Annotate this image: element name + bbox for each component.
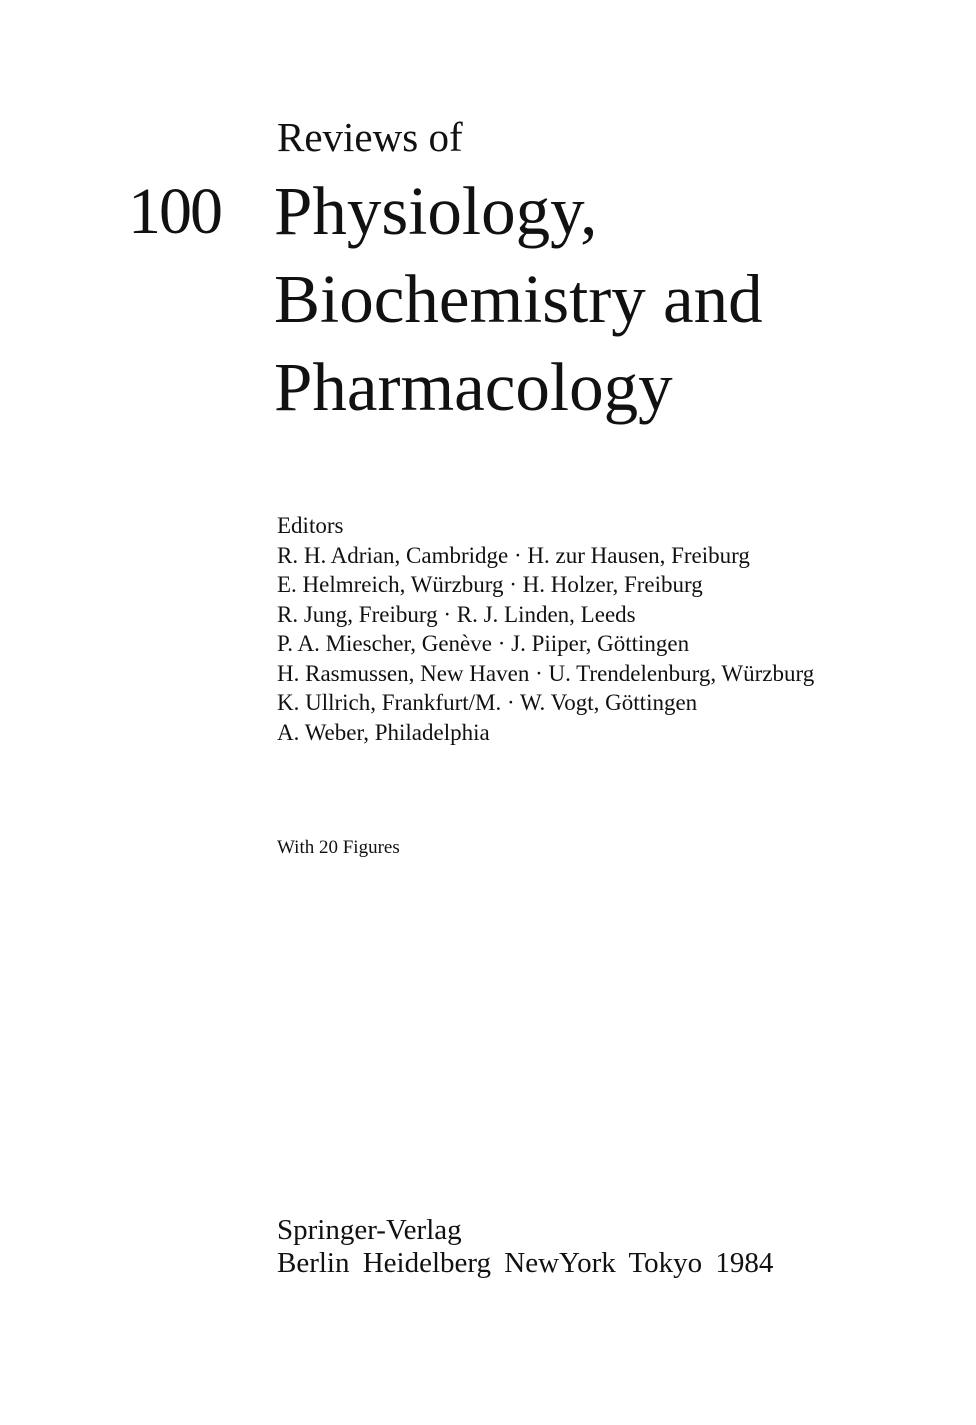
series-prefix: Reviews of [277, 114, 463, 160]
editors-line: K. Ullrich, Frankfurt/M. · W. Vogt, Göttingen [277, 690, 698, 715]
editors-heading: Editors [277, 513, 344, 538]
editors-line: H. Rasmussen, New Haven · U. Trendelenburg, Würzburg [277, 660, 815, 686]
editors-line: R. H. Adrian, Cambridge · H. zur Hausen, Freiburg [277, 542, 750, 568]
publisher-places-year: Berlin Heidelberg NewYork Tokyo 1984 [277, 1247, 774, 1279]
figures-note: With 20 Figures [277, 837, 400, 858]
title-line-2: Biochemistry and [274, 261, 763, 337]
editors-line: R. Jung, Freiburg · R. J. Linden, Leeds [277, 601, 636, 627]
editors-block [277, 511, 814, 747]
publisher-name: Springer-Verlag [277, 1214, 462, 1246]
editors-line: P. A. Miescher, Genève · J. Piiper, Göttingen [277, 631, 690, 656]
title-line-3: Pharmacology [274, 349, 673, 425]
title-line-1: Physiology, [274, 173, 598, 249]
volume-number: 100 [128, 175, 221, 248]
editors-line: A. Weber, Philadelphia [277, 719, 490, 745]
publisher-block [277, 1214, 773, 1280]
editors-line: E. Helmreich, Würzburg · H. Holzer, Freiburg [277, 572, 703, 597]
